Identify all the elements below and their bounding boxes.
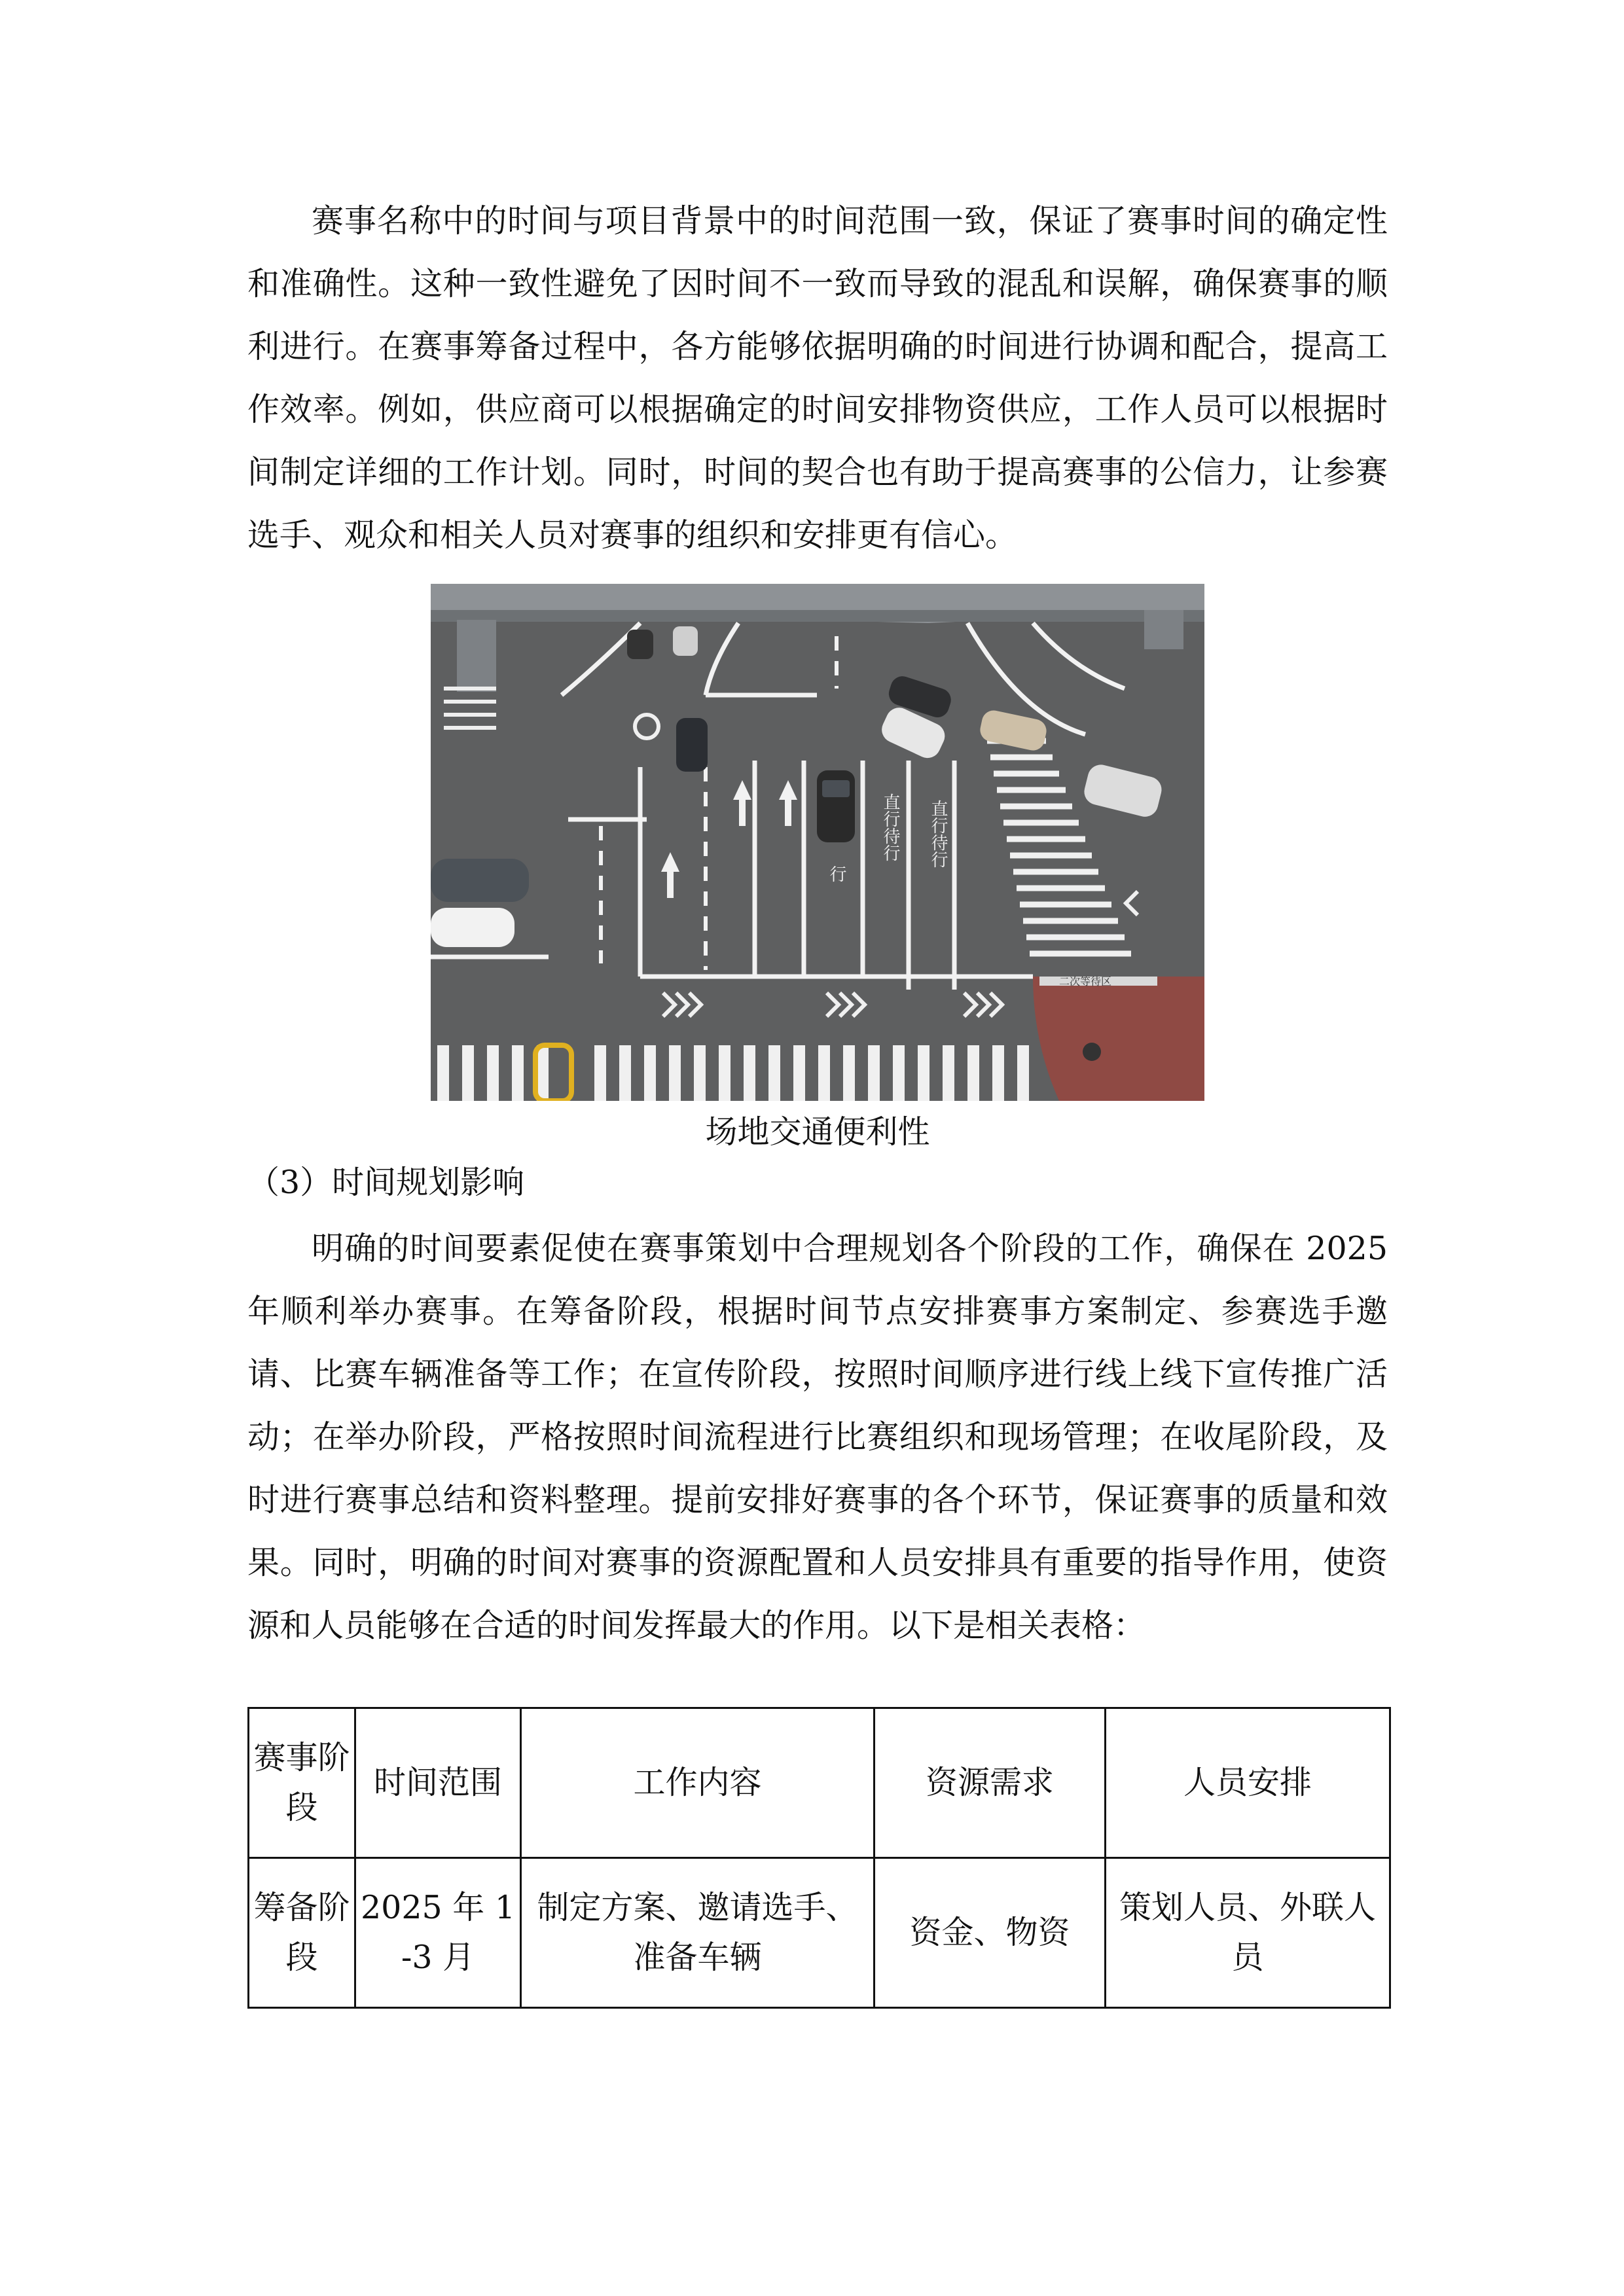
table-cell: 制定方案、邀请选手、准备车辆	[521, 1858, 875, 2008]
table-cell: 资金、物资	[875, 1858, 1106, 2008]
table-header-cell: 工作内容	[521, 1708, 875, 1858]
table-row	[249, 1858, 1390, 2008]
table-header-cell: 赛事阶段	[249, 1708, 355, 1858]
intersection-photo	[431, 584, 1204, 1101]
table-cell: 筹备阶段	[249, 1858, 355, 2008]
table-cell: 2025 年 1-3 月	[355, 1858, 521, 2008]
figure-caption: 场地交通便利性	[705, 1113, 930, 1151]
schedule-table	[247, 1707, 1391, 2009]
table-header-cell: 人员安排	[1106, 1708, 1390, 1858]
straight-wait-marking-1: 直行待行	[880, 793, 900, 861]
table-header-row	[249, 1708, 1390, 1858]
body-paragraph-2: 明确的时间要素促使在赛事策划中合理规划各个阶段的工作，确保在 2025 年顺利举办赛事。在筹备阶段，根据时间节点安排赛事方案制定、参赛选手邀请、比赛车辆准备等工作；在宣传阶段，按照时间顺序进行线上线下宣传推广活动；在举办阶段，严格按照时间流程进行比赛组织和现场管理；在收尾阶段，及时进行赛事总结和资料整理。提前安排好赛事的各个环节，保证赛事的质量和效果。同时，明确的时间对赛事的资源配置和人员安排具有重要的指导作用，使资源和人员能够在合适的时间发挥最大的作用。以下是相关表格：	[247, 1230, 1388, 1644]
table-cell: 策划人员、外联人员	[1106, 1858, 1390, 2008]
table-header-cell: 资源需求	[875, 1708, 1106, 1858]
body-paragraph-1: 赛事名称中的时间与项目背景中的时间范围一致，保证了赛事时间的确定性和准确性。这种一致性避免了因时间不一致而导致的混乱和误解，确保赛事的顺利进行。在赛事筹备过程中，各方能够依据明确的时间进行协调和配合，提高工作效率。例如，供应商可以根据确定的时间安排物资供应，工作人员可以根据时间制定详细的工作计划。同时，时间的契合也有助于提高赛事的公信力，让参赛选手、观众和相关人员对赛事的组织和安排更有信心。	[247, 202, 1388, 554]
section-heading: （3）时间规划影响	[247, 1164, 525, 1201]
straight-wait-marking-2: 直行待行	[928, 800, 948, 868]
intersection-illustration	[431, 584, 1204, 1101]
second-wait-zone-label: 二次等待区	[1059, 975, 1112, 988]
lane-marking-xing: 行	[827, 865, 846, 882]
table-header-cell: 时间范围	[355, 1708, 521, 1858]
